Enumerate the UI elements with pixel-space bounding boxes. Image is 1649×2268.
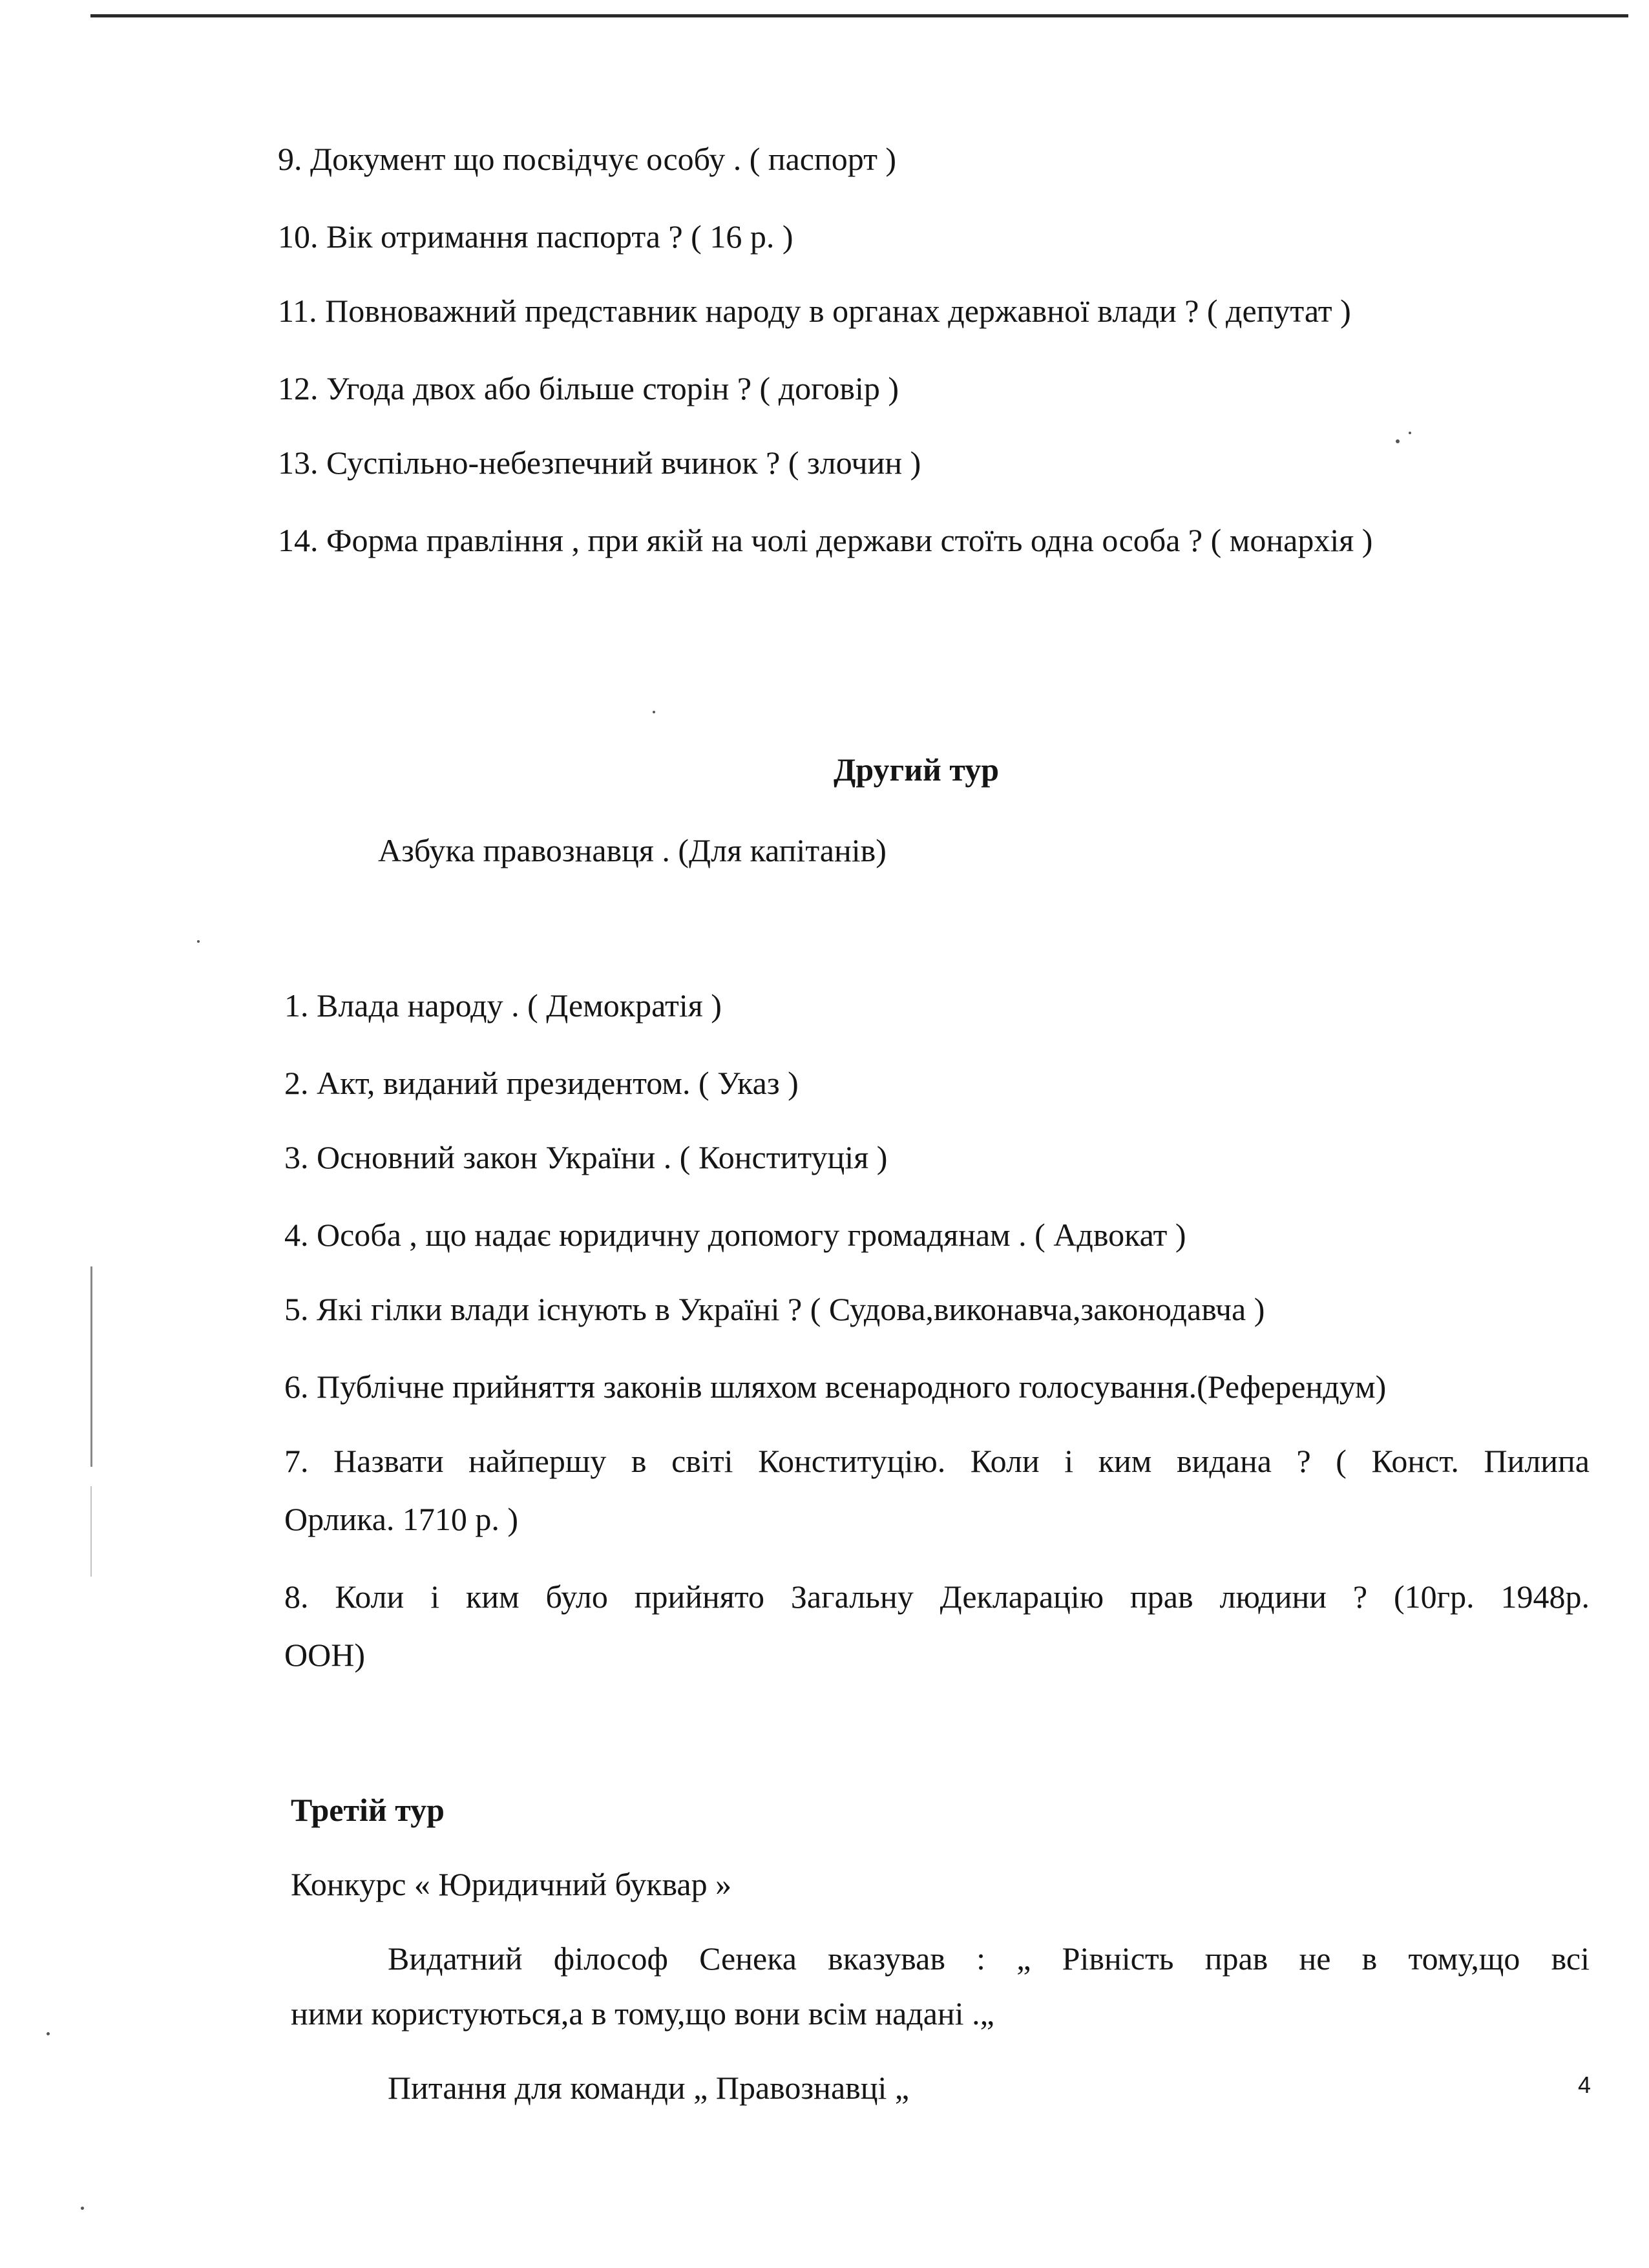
round2-item: 4. Особа , що надає юридичну допомогу громадянам . ( Адвокат ) [284, 1217, 1186, 1253]
round2-item-continuation: ООН) [284, 1637, 365, 1673]
first-list-item: 10. Вік отримання паспорта ? ( 16 р. ) [278, 218, 793, 255]
scan-speck [47, 2032, 50, 2035]
top-border-line [90, 14, 1628, 17]
scan-speck [197, 940, 200, 943]
round3-question: Питання для команди „ Правознавці „ [388, 2070, 910, 2106]
round2-item: 8. Коли і ким було прийнято Загальну Декларацію прав людини ? (10гр. 1948р. [284, 1579, 1590, 1615]
round2-item: 7. Назвати найпершу в світі Конституцію. Коли і ким видана ? ( Конст. Пилипа [284, 1443, 1590, 1479]
round2-item: 1. Влада народу . ( Демократія ) [284, 987, 722, 1024]
scan-speck [1396, 439, 1400, 443]
round3-quote-line: ними користуються,а в тому,що вони всім надані .„ [291, 1995, 994, 2032]
scan-speck [81, 2207, 84, 2210]
round3-contest: Конкурс « Юридичний буквар » [291, 1866, 732, 1902]
scan-speck [1409, 432, 1411, 434]
first-list-item: 12. Угода двох або більше сторін ? ( договір ) [278, 370, 899, 406]
first-list-item: 14. Форма правління , при якій на чолі держави стоїть одна особа ? ( монархія ) [278, 522, 1373, 558]
first-list-item: 11. Повноважний представник народу в органах державної влади ? ( депутат ) [278, 293, 1351, 329]
first-list-item: 9. Документ що посвідчує особу . ( паспорт ) [278, 141, 897, 177]
round2-item: 6. Публічне прийняття законів шляхом всенародного голосування.(Референдум) [284, 1369, 1387, 1405]
round2-item: 2. Акт, виданий президентом. ( Указ ) [284, 1065, 799, 1101]
round2-title: Другий тур [834, 751, 1000, 788]
round2-subtitle: Азбука правознавця . (Для капітанів) [378, 832, 887, 868]
scan-speck [653, 711, 655, 713]
round2-item: 3. Основний закон України . ( Конституція ) [284, 1139, 888, 1175]
round3-quote-line: Видатний філософ Сенека вказував : „ Рівність прав не в тому,що всі [388, 1940, 1590, 1977]
round2-item-continuation: Орлика. 1710 р. ) [284, 1501, 519, 1537]
round3-title: Третій тур [291, 1792, 445, 1828]
first-list-item: 13. Суспільно-небезпечний вчинок ? ( злочин ) [278, 445, 921, 481]
page-number: 4 [1578, 2072, 1591, 2098]
round2-item: 5. Які гілки влади існують в Україні ? ( Судова,виконавча,законодавча ) [284, 1291, 1265, 1327]
scan-edge-mark [90, 1266, 92, 1467]
scan-edge-mark [90, 1486, 92, 1577]
